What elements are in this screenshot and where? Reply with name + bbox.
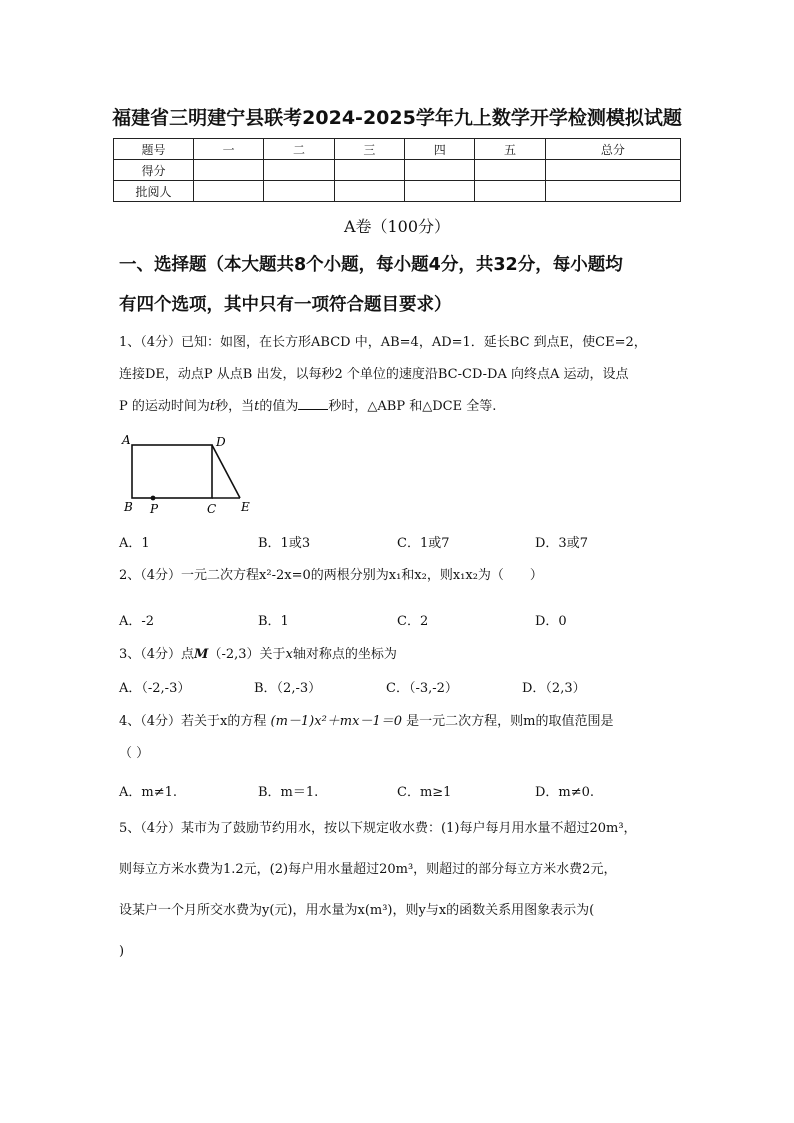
question-line: 5、（4分）某市为了鼓励节约用水，按以下规定收水费：(1)每户每月用水量不超过20m³， (119, 821, 637, 836)
label-p: P (150, 502, 159, 516)
equation: (m－1)x²＋mx－1＝0 (270, 714, 403, 729)
option-b: B．（2,-3） (254, 681, 322, 696)
table-cell: 一 (194, 139, 264, 160)
text-run: 秒时，△ABP 和△DCE 全等. (328, 399, 497, 414)
text-run: 秒，当 (215, 399, 255, 414)
table-cell (264, 160, 334, 181)
options-q1 (119, 532, 679, 552)
point-p (151, 496, 156, 501)
table-cell: 二 (264, 139, 334, 160)
table-cell: 三 (334, 139, 404, 160)
option-c: C．m≥1 (397, 785, 452, 800)
question-line: 1、（4分）已知：如图，在长方形ABCD 中，AB=4，AD=1．延长BC 到点E，使CE=2， (119, 335, 647, 350)
answer-blank (298, 397, 328, 410)
options-q2 (119, 610, 679, 630)
table-cell (194, 181, 264, 202)
option-d: D．3或7 (535, 536, 588, 551)
text-run: P 的运动时间为 (119, 399, 210, 414)
variable-t: t (209, 399, 216, 414)
table-cell (545, 160, 680, 181)
text-run: 是一元二次方程，则m的取值范围是 (406, 714, 614, 729)
option-a: A．（-2,-3） (119, 681, 191, 696)
variable-x: x (285, 647, 293, 662)
option-b: B．m＝1. (258, 785, 319, 800)
question-2 (119, 560, 681, 592)
table-cell: 得分 (114, 160, 194, 181)
option-d: D．m≠0. (535, 785, 595, 800)
question-line: ) (119, 944, 125, 959)
question-line (119, 391, 681, 423)
score-table (113, 138, 681, 202)
table-cell (475, 160, 545, 181)
table-cell: 题号 (114, 139, 194, 160)
table-cell (405, 181, 475, 202)
question-line: （ ） (119, 746, 150, 761)
table-cell (334, 181, 404, 202)
option-c: C．（-3,-2） (386, 681, 458, 696)
question-line: 则每立方米水费为1.2元，(2)每户用水量超过20m³，则超过的部分每立方米水费2元， (119, 862, 617, 877)
option-c: C．1或7 (397, 536, 450, 551)
table-row (114, 160, 681, 181)
option-a: A．1 (119, 536, 150, 551)
text-run: 4、（4分）若关于x的方程 (119, 714, 267, 729)
segment-de (212, 445, 240, 498)
question-5 (119, 808, 681, 972)
options-q4 (119, 781, 679, 801)
label-b: B (124, 500, 133, 514)
question-1 (119, 327, 681, 423)
option-a: A．-2 (119, 614, 155, 629)
table-cell (264, 181, 334, 202)
score-table-header-row (114, 139, 681, 160)
question-line: 设某户一个月所交水费为y(元)，用水量为x(m³)，则y与x的函数关系用图象表示为( (119, 903, 595, 918)
table-cell: 四 (405, 139, 475, 160)
label-a: A (122, 433, 131, 447)
label-e: E (241, 500, 250, 514)
question-4 (119, 706, 681, 770)
label-c: C (207, 502, 217, 516)
option-b: B．1 (258, 614, 289, 629)
section-heading-line: 一、选择题（本大题共8个小题，每小题4分，共32分，每小题均 (119, 255, 623, 275)
option-d: D．（2,3） (522, 681, 586, 696)
section-heading (119, 245, 679, 325)
variable-m: M (194, 647, 209, 662)
option-a: A．m≠1. (119, 785, 178, 800)
question-line (119, 639, 681, 671)
options-q3 (119, 677, 679, 697)
rectangle-figure (118, 433, 268, 519)
table-cell (194, 160, 264, 181)
table-cell: 五 (475, 139, 545, 160)
option-d: D．0 (535, 614, 567, 629)
section-heading-line: 有四个选项，其中只有一项符合题目要求） (119, 295, 452, 315)
text-run: （-2,3）关于 (208, 647, 286, 662)
question-line (119, 706, 681, 738)
table-cell: 批阅人 (114, 181, 194, 202)
table-cell: 总分 (545, 139, 680, 160)
table-cell (334, 160, 404, 181)
table-cell (475, 181, 545, 202)
volume-heading: A卷（100分） (343, 217, 451, 236)
option-c: C．2 (397, 614, 429, 629)
page-title: 福建省三明建宁县联考2024-2025学年九上数学开学检测模拟试题 (112, 107, 682, 129)
question-line: 连接DE，动点P 从点B 出发，以每秒2 个单位的速度沿BC-CD-DA 向终点A 运动，设点 (119, 367, 629, 382)
table-cell (405, 160, 475, 181)
option-b: B．1或3 (258, 536, 311, 551)
variable-t: t (254, 399, 260, 414)
text-run: 3、（4分）点 (119, 647, 195, 662)
table-row (114, 181, 681, 202)
question-3 (119, 639, 681, 671)
text-run: 的值为 (259, 399, 299, 414)
question-line: 2、（4分）一元二次方程x²-2x=0的两根分别为x₁和x₂，则x₁x₂为（ ） (119, 568, 543, 583)
text-run: 轴对称点的坐标为 (292, 647, 397, 662)
label-d: D (216, 435, 226, 449)
table-cell (545, 181, 680, 202)
rectangle-abcd (132, 445, 212, 498)
